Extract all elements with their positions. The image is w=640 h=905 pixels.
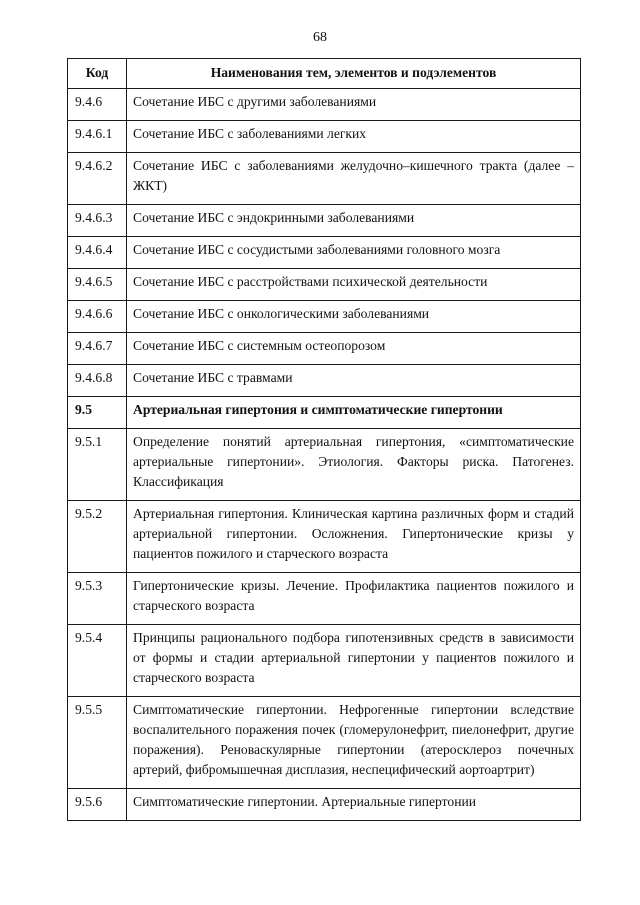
row-name: Сочетание ИБС с травмами [127,365,581,397]
column-header-code: Код [68,59,127,89]
row-name: Сочетание ИБС с заболеваниями желудочно–кишечного тракта (далее – ЖКТ) [127,153,581,205]
row-code: 9.4.6.3 [68,205,127,237]
page-number: 68 [313,30,327,45]
table-row [68,429,581,501]
curriculum-table [67,58,581,821]
row-code: 9.5.6 [68,789,127,821]
row-name: Артериальная гипертония. Клиническая картина различных форм и стадий артериальной гипертонии. Осложнения. Гипертонические кризы у пациентов пожилого и старческого возраста [127,501,581,573]
row-code: 9.4.6.4 [68,237,127,269]
table-row [68,237,581,269]
column-header-name: Наименования тем, элементов и подэлементов [127,59,581,89]
row-name: Симптоматические гипертонии. Нефрогенные гипертонии вследствие воспалительного поражения почек (гломерулонефрит, пиелонефрит, другие поражения). Реноваскулярные гипертонии (атеросклероз почечных артерий, фибромышечная дисплазия, неспецифический аортоартрит) [127,697,581,789]
row-name: Сочетание ИБС с сосудистыми заболеваниями головного мозга [127,237,581,269]
table-row [68,789,581,821]
row-name: Принципы рационального подбора гипотензивных средств в зависимости от формы и стадии артериальной гипертонии у пациентов пожилого и старческого возраста [127,625,581,697]
row-name: Сочетание ИБС с заболеваниями легких [127,121,581,153]
table-row [68,89,581,121]
row-name: Определение понятий артериальная гипертония, «симптоматические артериальные гипертонии». Этиология. Факторы риска. Патогенез. Классификация [127,429,581,501]
row-code: 9.5.4 [68,625,127,697]
row-name: Сочетание ИБС с онкологическими заболеваниями [127,301,581,333]
row-code: 9.4.6.5 [68,269,127,301]
section-row [68,397,581,429]
row-name: Сочетание ИБС с системным остеопорозом [127,333,581,365]
table-row [68,501,581,573]
row-code: 9.5 [68,397,127,429]
row-code: 9.4.6.2 [68,153,127,205]
table-body [68,89,581,821]
row-name: Гипертонические кризы. Лечение. Профилактика пациентов пожилого и старческого возраста [127,573,581,625]
row-code: 9.5.1 [68,429,127,501]
row-code: 9.5.2 [68,501,127,573]
row-code: 9.4.6.8 [68,365,127,397]
table-row [68,269,581,301]
row-code: 9.4.6.7 [68,333,127,365]
row-code: 9.5.5 [68,697,127,789]
table-header-row [68,59,581,89]
table-row [68,333,581,365]
table-row [68,625,581,697]
row-code: 9.5.3 [68,573,127,625]
table-row [68,153,581,205]
row-code: 9.4.6 [68,89,127,121]
table-row [68,573,581,625]
row-name: Артериальная гипертония и симптоматические гипертонии [127,397,581,429]
table-row [68,365,581,397]
table-row [68,205,581,237]
row-name: Сочетание ИБС с другими заболеваниями [127,89,581,121]
table-row [68,697,581,789]
row-code: 9.4.6.1 [68,121,127,153]
table-row [68,121,581,153]
table-row [68,301,581,333]
row-code: 9.4.6.6 [68,301,127,333]
row-name: Сочетание ИБС с эндокринными заболеваниями [127,205,581,237]
row-name: Сочетание ИБС с расстройствами психической деятельности [127,269,581,301]
row-name: Симптоматические гипертонии. Артериальные гипертонии [127,789,581,821]
